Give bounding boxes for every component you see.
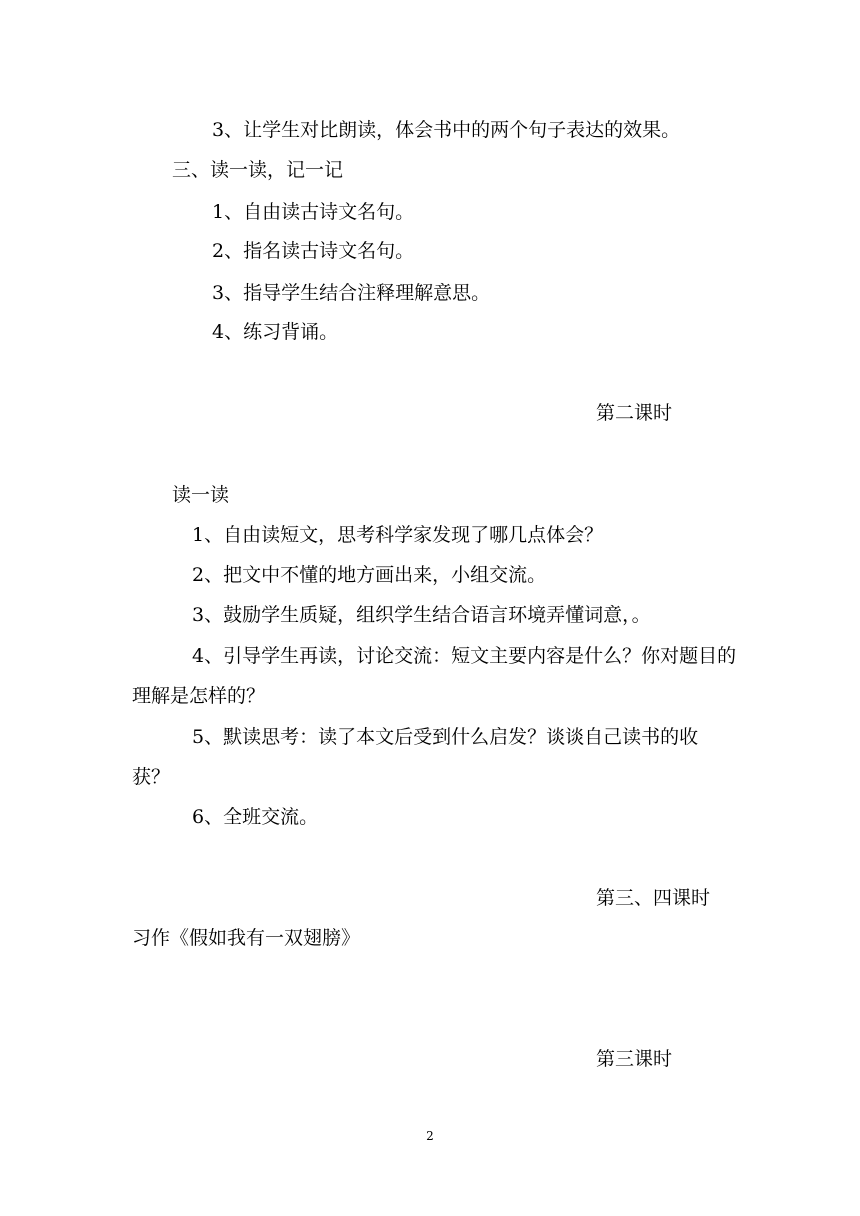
reading-item: 4、引导学生再读，讨论交流：短文主要内容是什么？你对题目的 [192,645,737,667]
text-line: 4、练习背诵。 [212,321,339,343]
writing-title: 习作《假如我有一双翅膀》 [132,927,361,949]
reading-item: 3、鼓励学生质疑，组织学生结合语言环境弄懂词意，。 [192,604,651,626]
text-line: 3、指导学生结合注释理解意思。 [212,282,491,304]
section-heading: 三、读一读，记一记 [172,159,344,181]
lesson-heading-2: 第二课时 [596,402,673,424]
text-line: 3、让学生对比朗读，体会书中的两个句子表达的效果。 [212,119,681,141]
page-number: 2 [426,1129,434,1143]
text-line: 1、自由读古诗文名句。 [212,201,415,223]
reading-item: 1、自由读短文，思考科学家发现了哪几点体会？ [192,524,604,546]
reading-item: 6、全班交流。 [192,806,319,828]
reading-item-continuation: 获？ [132,766,171,788]
reading-section-title: 读一读 [172,484,230,506]
lesson-heading-3: 第三课时 [596,1048,673,1070]
text-line: 2、指名读古诗文名句。 [212,240,415,262]
reading-item: 2、把文中不懂的地方画出来，小组交流。 [192,564,547,586]
reading-item: 5、默读思考：读了本文后受到什么启发？谈谈自己读书的收 [192,726,699,748]
lesson-heading-3-4: 第三、四课时 [596,887,711,909]
reading-item-continuation: 理解是怎样的？ [132,685,266,707]
